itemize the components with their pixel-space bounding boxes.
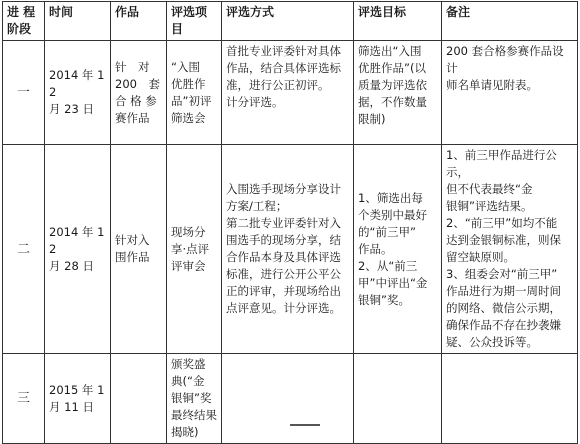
row2-time: 2014 年 12 月 28 日 bbox=[45, 145, 111, 354]
header-item: 评选项 目 bbox=[167, 2, 222, 41]
row3-target bbox=[354, 354, 442, 444]
header-method: 评选方式 bbox=[222, 2, 354, 41]
header-remark: 备注 bbox=[442, 2, 578, 41]
table-row bbox=[3, 354, 578, 444]
page-divider bbox=[290, 424, 320, 426]
row2-method: 入围选手现场分享设计 方案/工程； 第二批专业评委针对入 围选手的现场分享，结 合作品本身及具体评选 标准，进行公开公平公 正的评审，并现场给出 点评意见。计分评选。 bbox=[222, 145, 354, 354]
row3-method bbox=[222, 354, 354, 444]
row1-stage: 一 bbox=[3, 41, 45, 145]
table-row bbox=[3, 41, 578, 145]
row2-remark: 1、前三甲作品进行公示， 但不代表最终“金 银铜”评选结果。 2、“前三甲”如均不能 达到金银铜标准，则保 留空缺原则。 3、组委会对“前三甲” 作品进行为期一周时间 的网络、微信公示期， 确保作品不存在抄袭嫌 疑、公众投诉等。 bbox=[442, 145, 578, 354]
row2-item: 现场分 享·点评 评审会 bbox=[167, 145, 222, 354]
row1-item: “入围 优胜作 品”初评 筛选会 bbox=[167, 41, 222, 145]
row3-time: 2015 年 1 月 11 日 bbox=[45, 354, 111, 444]
row2-works: 针对入 围作品 bbox=[111, 145, 167, 354]
header-row bbox=[3, 2, 578, 41]
row3-item: 颁奖盛 典(“金 银铜”奖 最终结果 揭晓) bbox=[167, 354, 222, 444]
row3-works bbox=[111, 354, 167, 444]
header-works: 作品 bbox=[111, 2, 167, 41]
row2-stage: 二 bbox=[3, 145, 45, 354]
row3-remark bbox=[442, 354, 578, 444]
row3-stage: 三 bbox=[3, 354, 45, 444]
row1-method: 首批专业评委针对具体 作品，结合具体评选标 准，进行公正初评。 计分评选。 bbox=[222, 41, 354, 145]
table-row bbox=[3, 145, 578, 354]
header-time: 时间 bbox=[45, 2, 111, 41]
row1-target: 筛选出“入围 优胜作品”(以 质量为评选依 据，不作数量 限制) bbox=[354, 41, 442, 145]
header-target: 评选目标 bbox=[354, 2, 442, 41]
row1-remark: 200 套合格参赛作品设计 师名单请见附表。 bbox=[442, 41, 578, 145]
row1-time: 2014 年 12 月 23 日 bbox=[45, 41, 111, 145]
selection-schedule-table bbox=[2, 1, 578, 444]
row1-works: 针 对 200 套 合 格 参 赛作品 bbox=[111, 41, 167, 145]
row2-target: 1、筛选出每 个类别中最好 的“前三甲” 作品。 2、从“前三 甲”中评出“金 银铜”奖。 bbox=[354, 145, 442, 354]
header-stage: 进 程 阶段 bbox=[3, 2, 45, 41]
